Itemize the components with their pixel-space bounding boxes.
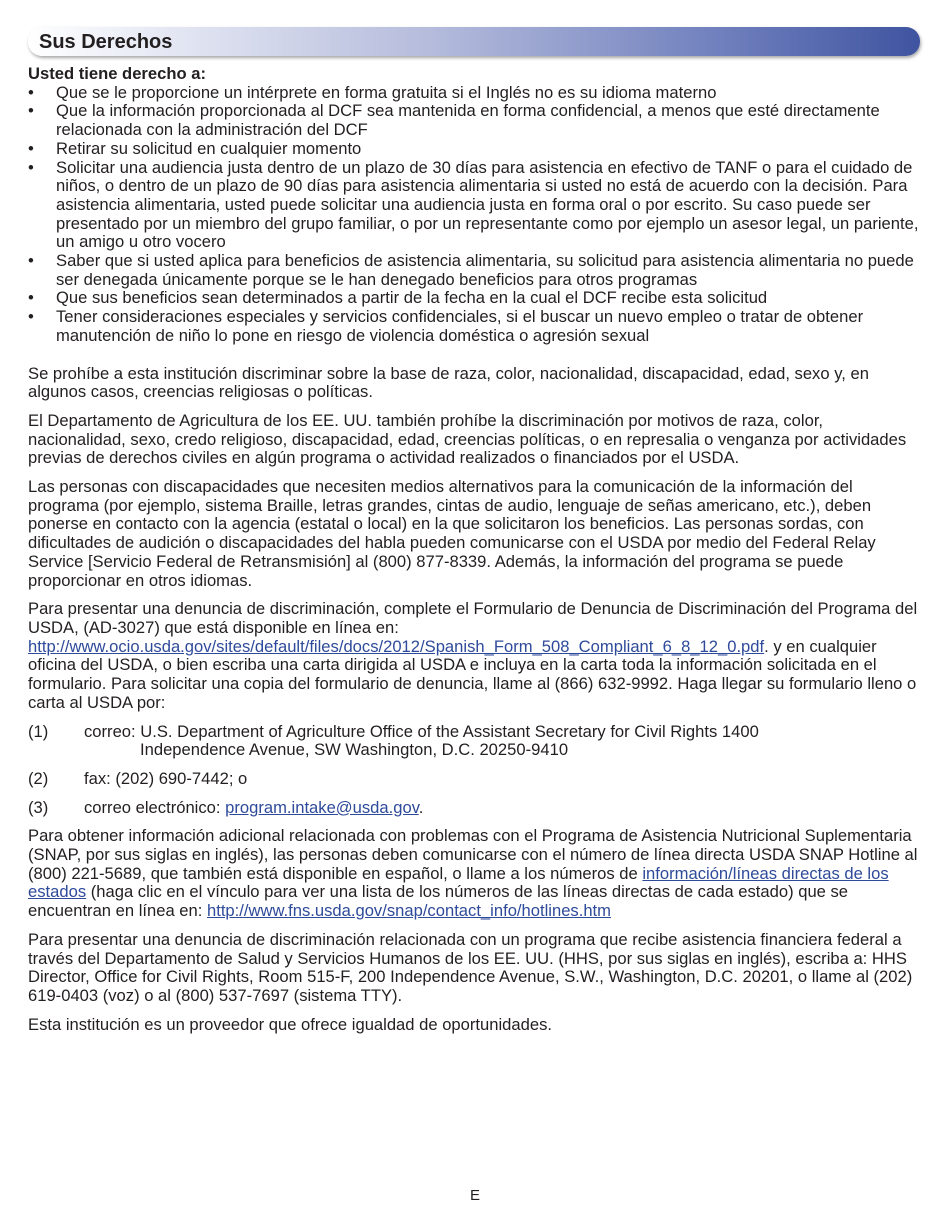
- disabilities-paragraph: Las personas con discapacidades que necesiten medios alternativos para la comunicación de la información del programa (por ejemplo, sistema Braille, letras grandes, cintas de audio, lenguaje de señas americano, etc.), deben ponerse en contacto con la agencia (estatal o local) en la que solicitaron los beneficios. Las personas sordas, con dificultades de audición o discapacidades del habla pueden comunicarse con el USDA por medio del Federal Relay Service [Servicio Federal de Retransmisión] al (800) 877-8339. Además, la información del programa se puede proporcionar en otros idiomas.: [28, 477, 876, 590]
- list-item-text: Que sus beneficios sean determinados a partir de la fecha en la cual el DCF recibe esta solicitud: [56, 288, 768, 308]
- list-item: [28, 252, 923, 289]
- list-item-text: Tener consideraciones especiales y servicios confidenciales, si el buscar un nuevo empleo o tratar de obtener manutención de niño lo pone en riesgo de violencia doméstica o agresión sexual: [56, 307, 864, 345]
- contact-mail: [28, 723, 923, 760]
- contact-fax: [28, 770, 923, 789]
- equal-opportunity-statement: Esta institución es un proveedor que ofrece igualdad de oportunidades.: [28, 1014, 552, 1034]
- list-item-text: Que se le proporcione un intérprete en forma gratuita si el Inglés no es su idioma materno: [56, 82, 717, 102]
- bullet: •: [28, 288, 34, 308]
- contact-mail-line2: Independence Avenue, SW Washington, D.C. 20250-9410: [140, 740, 569, 760]
- section-header-bar: [28, 27, 920, 56]
- list-item: [28, 140, 923, 159]
- fns-hotlines-link[interactable]: http://www.fns.usda.gov/snap/contact_info/hotlines.htm: [206, 901, 611, 921]
- state-hotlines-link[interactable]: información/líneas directas de los estados: [28, 863, 889, 902]
- contact-email: [28, 799, 923, 818]
- contact-mail-line1: correo: U.S. Department of Agriculture Office of the Assistant Secretary for Civil Rights 1400: [84, 721, 759, 741]
- complaint-text-start: Para presentar una denuncia de discriminación, complete el Formulario de Denuncia de Discriminación del Programa del USDA, (AD-3027) que está disponible en línea en:: [28, 599, 918, 637]
- discrimination-paragraph: Se prohíbe a esta institución discriminar sobre la base de raza, color, nacionalidad, discapacidad, edad, sexo y, en algunos casos, creencias religiosas o políticas.: [28, 363, 869, 402]
- bullet: •: [28, 82, 34, 102]
- hhs-paragraph: Para presentar una denuncia de discriminación relacionada con un programa que recibe asistencia financiera federal a través del Departamento de Salud y Servicios Humanos de los EE. UU. (HHS, por sus siglas en inglés), escriba a: HHS Director, Office for Civil Rights, Room 515-F, 200 Independence Avenue, S.W., Washington, D.C. 20201, o llame al (202) 619-0403 (voz) o al (800) 537-7697 (sistema TTY).: [28, 929, 913, 1005]
- email-link[interactable]: program.intake@usda.gov: [225, 797, 419, 817]
- list-item: [28, 289, 923, 308]
- list-item-text: Que la información proporcionada al DCF sea mantenida en forma confidencial, a menos que esté directamente relacionada con la administración del DCF: [56, 101, 880, 140]
- contact-email-end: .: [418, 797, 424, 817]
- snap-text-mid: (haga clic en el vínculo para ver una lista de los números de las líneas directas de cada estado) que se encuentran en línea en:: [28, 882, 849, 921]
- bullet: •: [28, 307, 34, 327]
- contact-number: (2): [28, 768, 49, 788]
- rights-list: [28, 84, 923, 346]
- contact-email-label: correo electrónico:: [84, 797, 226, 817]
- list-item: [28, 102, 923, 139]
- document-body: [28, 65, 923, 1044]
- snap-text-start: Para obtener información adicional relacionada con problemas con el Programa de Asistencia Nutricional Suplementaria (SNAP, por sus siglas en inglés), las personas deben comunicarse con el número de línea directa USDA SNAP Hotline al (800) 221-5689, que también está disponible en español, o llame a los números de: [28, 826, 918, 883]
- snap-paragraph: [28, 827, 923, 921]
- rights-heading: Usted tiene derecho a:: [28, 64, 206, 83]
- section-title: Sus Derechos: [39, 31, 173, 53]
- page-marker: E: [469, 1187, 480, 1204]
- contact-number: (3): [28, 797, 49, 817]
- list-item: [28, 308, 923, 345]
- bullet: •: [28, 138, 34, 158]
- complaint-text-end: . y en cualquier oficina del USDA, o bien escriba una carta dirigida al USDA e incluya en la carta toda la información solicitada en el formulario. Para solicitar una copia del formulario de denuncia, llame al (866) 632-9992. Haga llegar su formulario lleno o carta al USDA por:: [28, 636, 917, 712]
- bullet: •: [28, 251, 34, 271]
- complaint-paragraph: [28, 600, 923, 712]
- complaint-form-link[interactable]: http://www.ocio.usda.gov/sites/default/files/docs/2012/Spanish_Form_508_Compliant_6_8_12_0.pdf: [28, 636, 765, 656]
- list-item: [28, 159, 923, 253]
- list-item-text: Saber que si usted aplica para beneficios de asistencia alimentaria, su solicitud para asistencia alimentaria no puede ser denegada únicamente porque se le han denegado beneficios para otros programas: [56, 251, 914, 289]
- usda-paragraph: El Departamento de Agricultura de los EE. UU. también prohíbe la discriminación por motivos de raza, color, nacionalidad, sexo, credo religioso, discapacidad, edad, creencias políticas, o en represalia o venganza por actividades previas de derechos civiles en algún programa o actividad realizados o financiados por el USDA.: [28, 410, 907, 468]
- contact-number: (1): [28, 721, 49, 741]
- list-item-text: Retirar su solicitud en cualquier momento: [56, 138, 362, 158]
- contact-fax-text: fax: (202) 690-7442; o: [84, 768, 248, 788]
- bullet: •: [28, 157, 34, 177]
- bullet: •: [28, 101, 34, 121]
- list-item-text: Solicitar una audiencia justa dentro de un plazo de 30 días para asistencia en efectivo de TANF o para el cuidado de niños, o dentro de un plazo de 90 días para asistencia alimentaria si usted no está de acuerdo con la decisión. Para asistencia alimentaria, usted puede solicitar una audiencia justa en forma oral o por escrito. Su caso puede ser presentado por un miembro del grupo familiar, o por un representante como por ejemplo un asesor legal, un pariente, un amigo u otro vocero: [56, 157, 919, 252]
- list-item: [28, 84, 923, 103]
